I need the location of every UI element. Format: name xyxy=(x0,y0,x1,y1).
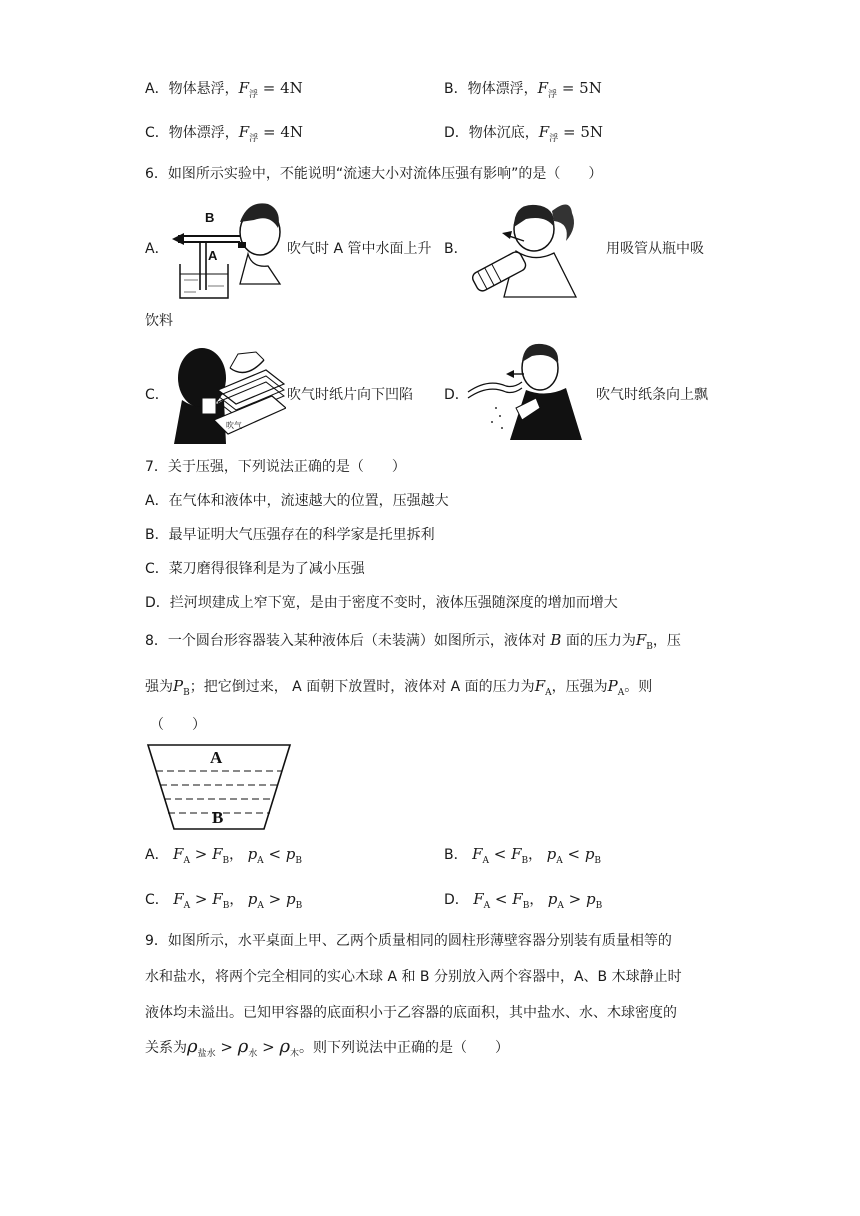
q5-option-a[interactable] xyxy=(145,78,303,100)
q6-option-b-caption-cont: 饮料 xyxy=(145,313,173,329)
q5-option-d[interactable] xyxy=(444,122,603,144)
blow-label: 吹气 xyxy=(226,421,242,430)
q9-stem-line3: 液体均未溢出。已知甲容器的底面积小于乙容器的底面积，其中盐水、水、木球密度的 xyxy=(145,1005,677,1021)
q9-stem-line4: 关系为$\rho_{盐水} > \rho_水 > \rho_木$。则下列说法中正确的是（ ） xyxy=(145,1036,510,1059)
face-a-label: A xyxy=(210,748,223,767)
q5-option-b[interactable] xyxy=(444,78,602,100)
q8-option-b[interactable]: B． $F_A < F_B$， $p_A < p_B$ xyxy=(444,845,602,866)
q8-option-a[interactable]: A． $F_A > F_B$， $p_A < p_B$ xyxy=(145,845,303,866)
buoyancy-formula: $F_浮 = 5N$ xyxy=(537,79,602,100)
q6-option-c-letter[interactable]: C． xyxy=(145,387,169,403)
q9-stem-line2: 水和盐水，将两个完全相同的实心木球 A 和 B 分别放入两个容器中，A、B 木球静止时 xyxy=(145,969,682,985)
buoyancy-formula: $F_浮 = 4N$ xyxy=(238,79,303,100)
q6-option-a-caption: 吹气时 A 管中水面上升 xyxy=(287,241,432,257)
option-text: 物体漂浮， xyxy=(467,81,538,97)
face-b-label: B xyxy=(212,808,224,827)
q7-option-a[interactable]: A．在气体和液体中，流速越大的位置，压强越大 xyxy=(145,493,449,509)
q6-option-a-letter[interactable]: A． xyxy=(145,241,169,257)
q6-d-figure xyxy=(466,338,584,442)
buoyancy-formula: $F_浮 = 5N$ xyxy=(538,123,603,144)
q5-option-c[interactable] xyxy=(145,122,303,144)
label-a: A xyxy=(208,248,218,263)
option-letter: D． xyxy=(444,125,469,141)
q7-option-b[interactable]: B．最早证明大气压强存在的科学家是托里拆利 xyxy=(145,527,435,543)
label-b: B xyxy=(205,210,215,225)
option-letter: A． xyxy=(145,81,169,97)
q6-option-d-caption: 吹气时纸条向上飘 xyxy=(596,387,708,403)
q7-option-c[interactable]: C．菜刀磨得很锋利是为了减小压强 xyxy=(145,561,365,577)
q6-option-b-letter[interactable]: B． xyxy=(444,241,468,257)
q6-c-figure xyxy=(168,340,286,446)
q6-stem: 6．如图所示实验中，不能说明“流速大小对流体压强有影响”的是（ ） xyxy=(145,166,603,182)
q7-option-d[interactable]: D．拦河坝建成上窄下宽，是由于密度不变时，液体压强随深度的增加而增大 xyxy=(145,595,618,611)
q7-stem: 7．关于压强，下列说法正确的是（ ） xyxy=(145,459,406,475)
q8-option-c[interactable]: C． $F_A > F_B$， $p_A > p_B$ xyxy=(145,890,303,911)
q8-stem-line1: 8．一个圆台形容器装入某种液体后（未装满）如图所示，液体对 B 面的压力为$F_B$，压 xyxy=(145,631,681,652)
q8-option-d[interactable]: D． $F_A < F_B$， $p_A > p_B$ xyxy=(444,890,603,911)
q6-option-d-letter[interactable]: D． xyxy=(444,387,469,403)
q6-a-figure xyxy=(170,192,285,302)
q6-option-c-caption: 吹气时纸片向下凹陷 xyxy=(287,387,413,403)
q8-stem-line2: 强为$P_B$；把它倒过来， A 面朝下放置时，液体对 A 面的压力为$F_A$，压强为$P_A$。则 xyxy=(145,677,653,698)
option-text: 物体漂浮， xyxy=(168,125,239,141)
option-text: 物体沉底， xyxy=(468,125,539,141)
buoyancy-formula: $F_浮 = 4N$ xyxy=(238,123,303,144)
option-letter: B． xyxy=(444,81,468,97)
q8-stem-line3: （ ） xyxy=(150,717,206,733)
q6-b-figure xyxy=(466,193,591,299)
q9-stem-line1: 9．如图所示，水平桌面上甲、乙两个质量相同的圆柱形薄壁容器分别装有质量相等的 xyxy=(145,933,672,949)
q6-option-b-caption: 用吸管从瓶中吸 xyxy=(606,241,704,257)
q8-frustum-figure xyxy=(146,743,292,831)
option-letter: C． xyxy=(145,125,169,141)
option-text: 物体悬浮， xyxy=(168,81,239,97)
